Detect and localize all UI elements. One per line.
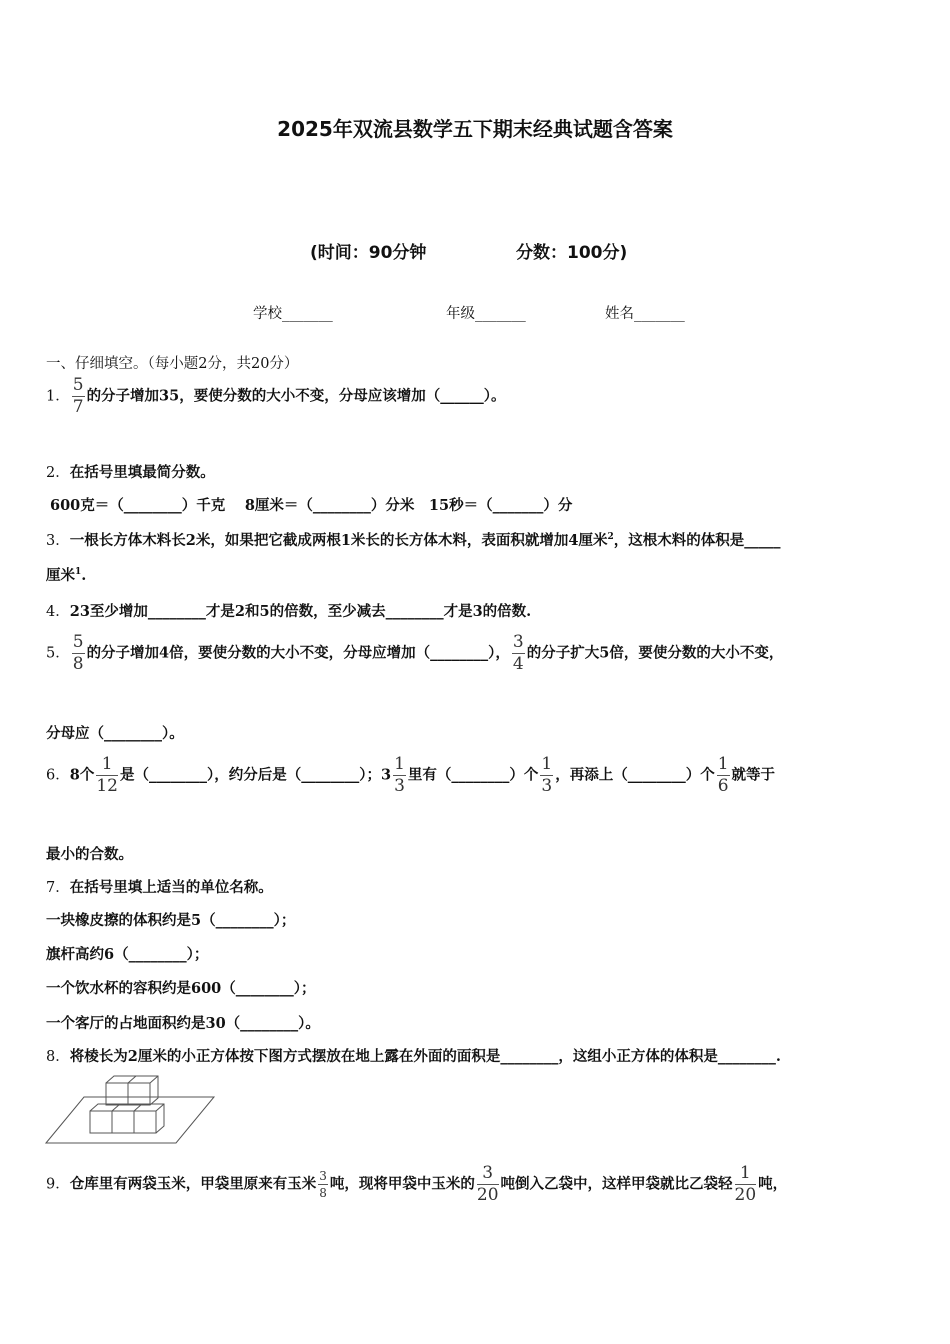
page-title: 2025年双流县数学五下期末经典试题含答案 <box>277 117 673 141</box>
question-number: 8． <box>46 1049 70 1065</box>
school-field: 学校_______ <box>253 306 333 322</box>
question-6: 6．8个 $\frac{1}{12}$ 是（________），约分后是（________）；3 $\frac{1}{3}$ 里有（________）个 $\frac{1}{3}$ ，再添上（________）个 $\frac{1}{6}$ 就等于 <box>46 754 776 796</box>
question-3-line2: 厘米$^1$. <box>46 567 87 584</box>
exam-time: (时间：90分钟 <box>310 243 427 263</box>
question-2 <box>46 461 215 482</box>
fraction: $\frac{1}{3}$ <box>394 754 405 796</box>
question-7-item: 一块橡皮擦的体积约是5（________）； <box>46 912 296 929</box>
superscript: 1 <box>75 567 82 578</box>
superscript: 2 <box>607 532 614 543</box>
fraction: $\frac{1}{3}$ <box>541 754 553 796</box>
cube-figure <box>44 1073 216 1147</box>
question-5-line2: 分母应（________）。 <box>46 725 184 742</box>
question-number: 9． <box>46 1176 70 1193</box>
question-4 <box>46 600 531 621</box>
question-number: 6． <box>46 767 70 784</box>
name-field: 姓名_______ <box>605 306 685 322</box>
question-number: 2． <box>46 465 70 481</box>
question-8: 8．将棱长为2厘米的小正方体按下图方式摆放在地上露在外面的面积是________，这组小正方体的体积是________. <box>46 1048 781 1065</box>
question-number: 7． <box>46 880 70 896</box>
fraction: $\frac{3}{4}$ <box>512 632 524 674</box>
question-number: 4． <box>46 604 70 620</box>
question-number: 5． <box>46 645 70 662</box>
fraction: $\frac{1}{12}$ <box>96 754 118 796</box>
question-text: 的分子增加35，要使分数的大小不变，分母应该增加（______）。 <box>86 387 506 405</box>
question-text: 在括号里填最简分数。 <box>69 464 215 481</box>
question-7-item: 一个客厅的占地面积约是30（________）。 <box>46 1015 320 1032</box>
section-heading: 一、仔细填空。（每小题2分，共20分） <box>46 356 299 372</box>
question-text: 一根长方体木料长2米，如果把它截成两根1米长的长方体木料，表面积就增加4厘米 <box>69 532 608 549</box>
question-2-line: 600克＝（________）千克 8厘米＝（________）分米 15秒＝（_______）分 <box>50 497 573 514</box>
question-1 <box>46 377 506 416</box>
fraction: $\frac{5}{7}$ <box>72 375 84 417</box>
question-text: 23至少增加________才是2和5的倍数，至少减去________才是3的倍数. <box>69 603 532 620</box>
question-7-item: 旗杆高约6（________）； <box>46 946 209 963</box>
fraction: $\frac{3}{20}$ <box>476 1163 499 1205</box>
question-3 <box>46 529 781 550</box>
question-text-cont: ，这根木料的体积是_____ <box>613 532 781 549</box>
question-9: 9．仓库里有两袋玉米，甲袋里原来有玉米 $\frac{3}{8}$ 吨，现将甲袋中玉米的 $\frac{3}{20}$ 吨倒入乙袋中，这样甲袋就比乙袋轻 $\frac{1}{20}$ 吨， <box>46 1163 788 1205</box>
question-5: 5． $\frac{5}{8}$ 的分子增加4倍，要使分数的大小不变，分母应增加（________）， $\frac{3}{4}$ 的分子扩大5倍，要使分数的大小不变， <box>46 632 784 674</box>
question-7: 7．在括号里填上适当的单位名称。 <box>46 879 273 896</box>
fraction: $\frac{1}{6}$ <box>717 754 729 796</box>
exam-score: 分数：100分) <box>516 243 628 263</box>
fraction: $\frac{5}{8}$ <box>72 632 84 674</box>
question-number: 1． <box>46 388 70 405</box>
question-6-line2: 最小的合数。 <box>46 846 133 863</box>
question-number: 3． <box>46 533 70 549</box>
grade-field: 年级_______ <box>446 306 526 322</box>
fraction: $\frac{1}{20}$ <box>734 1163 757 1205</box>
question-7-item: 一个饮水杯的容积约是600（________）； <box>46 980 316 997</box>
fraction: $\frac{3}{8}$ <box>319 1169 327 1200</box>
